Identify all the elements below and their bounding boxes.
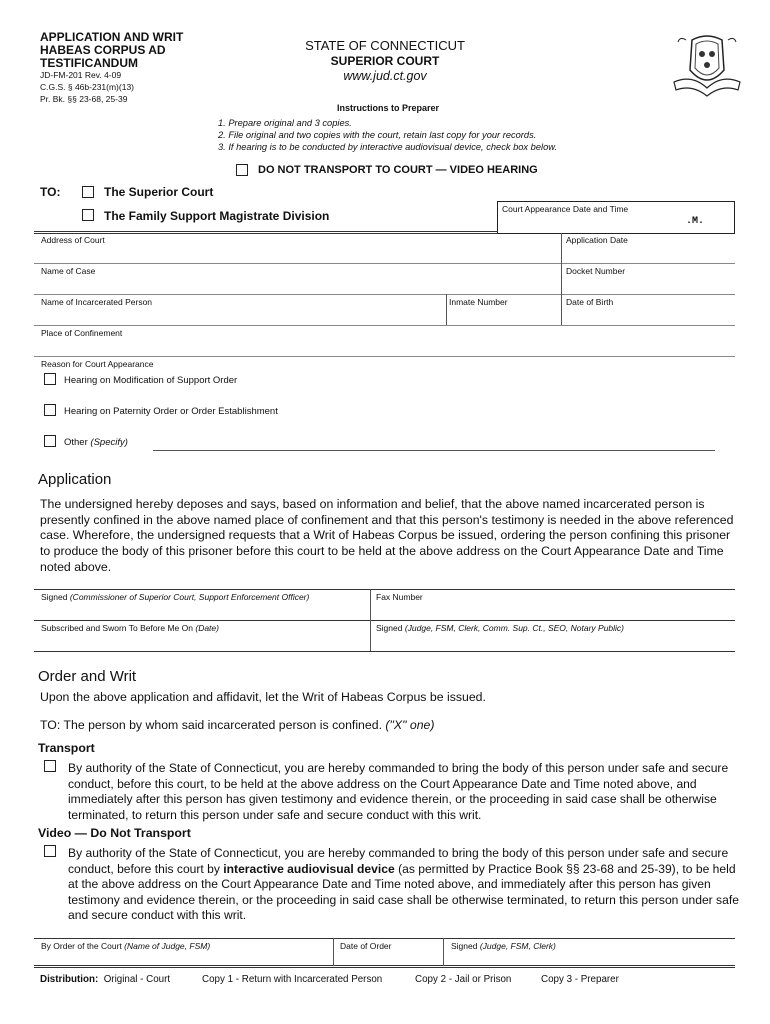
reason-label: Reason for Court Appearance bbox=[41, 359, 154, 369]
to-label: TO: bbox=[40, 185, 61, 199]
docket-number-field[interactable]: Docket Number bbox=[566, 266, 626, 276]
transport-heading: Transport bbox=[38, 741, 95, 755]
order-to-line: TO: The person by whom said incarcerated person is confined. ("X" one) bbox=[40, 718, 435, 732]
video-hearing-checkbox[interactable] bbox=[236, 164, 248, 176]
name-of-case-field[interactable]: Name of Case bbox=[41, 266, 96, 276]
inmate-number-field[interactable]: Inmate Number bbox=[449, 297, 508, 307]
application-heading: Application bbox=[38, 471, 112, 488]
court-appearance-field[interactable]: Court Appearance Date and Time .M. bbox=[497, 201, 735, 234]
video-heading: Video — Do Not Transport bbox=[38, 826, 191, 840]
address-of-court-field[interactable]: Address of Court bbox=[41, 235, 105, 245]
superior-court-label: The Superior Court bbox=[104, 185, 214, 199]
transport-text: By authority of the State of Connecticut, you are hereby commanded to bring the body of this person under safe and secure conduct, before this court, to be held at the above address on the Court Appearance Date and Time noted above, and immediately after this person has given testimony and evidence therein, or the proceeding in said case shall be otherwise terminated, to return this person under safe and secure conduct with this writ. bbox=[68, 761, 729, 822]
order-line: Upon the above application and affidavit, let the Writ of Habeas Corpus be issued. bbox=[40, 690, 486, 704]
family-support-label: The Family Support Magistrate Division bbox=[104, 209, 330, 223]
reason-paternity-label: Hearing on Paternity Order or Order Establishment bbox=[64, 406, 278, 417]
distribution: Distribution: Original - Court bbox=[40, 974, 171, 985]
form-number: JD-FM-201 Rev. 4-09 C.G.S. § 46b-231(m)(13) Pr. Bk. §§ 23-68, 25-39 bbox=[40, 70, 135, 104]
distribution-copy-2: Copy 2 - Jail or Prison bbox=[415, 974, 512, 985]
place-of-confinement-field[interactable]: Place of Confinement bbox=[41, 328, 123, 338]
family-support-checkbox[interactable] bbox=[82, 209, 94, 221]
state-seal-icon bbox=[672, 32, 742, 102]
superior-court-checkbox[interactable] bbox=[82, 186, 94, 198]
video-hearing-label: DO NOT TRANSPORT TO COURT — VIDEO HEARING bbox=[258, 164, 538, 176]
distribution-copy-3: Copy 3 - Preparer bbox=[541, 974, 619, 985]
sworn-date-field[interactable]: Subscribed and Sworn To Before Me On (Date) bbox=[41, 623, 219, 633]
reason-modification-checkbox[interactable] bbox=[44, 373, 56, 385]
instructions-list: 1. Prepare original and 3 copies. 2. File original and two copies with the court, retain last copy for your records. 3. If hearing is to be conducted by interactive audiovisual device, check box below. bbox=[218, 118, 558, 152]
applicant-signature-field[interactable]: Signed (Commissioner of Superior Court, Support Enforcement Officer) bbox=[41, 592, 310, 602]
notary-signature-field[interactable]: Signed (Judge, FSM, Clerk, Comm. Sup. Ct., SEO, Notary Public) bbox=[376, 623, 625, 633]
reason-other-input[interactable] bbox=[153, 450, 715, 451]
court-header: STATE OF CONNECTICUT SUPERIOR COURT www.jud.ct.gov bbox=[305, 38, 465, 83]
video-text: By authority of the State of Connecticut, you are hereby commanded to bring the body of this person under safe and secure conduct, before this court by interactive audiovisual device (as permitted by Practice Book §§ 23-68 and 25-39), to be held at the above address on the Court Appearance Date and Time noted above, and immediately after this person has given testimony and evidence therein, or the proceeding in said case shall be otherwise terminated, to return this person under safe and secure conduct with this writ. bbox=[68, 846, 739, 922]
video-checkbox[interactable] bbox=[44, 845, 56, 857]
judge-signature-field[interactable]: Signed (Judge, FSM, Clerk) bbox=[451, 941, 556, 951]
incarcerated-person-field[interactable]: Name of Incarcerated Person bbox=[41, 297, 153, 307]
application-date-field[interactable]: Application Date bbox=[566, 235, 628, 245]
reason-modification-label: Hearing on Modification of Support Order bbox=[64, 375, 238, 386]
reason-other-checkbox[interactable] bbox=[44, 435, 56, 447]
reason-other-label: Other (Specify) bbox=[64, 437, 128, 448]
fax-number-field[interactable]: Fax Number bbox=[376, 592, 423, 602]
application-text: The undersigned hereby deposes and says, based on information and belief, that the above named incarcerated person is presently confined in the above named place of confinement and that this person's testimony is needed in the above referenced case. Wherefore, the undersigned requests that a Writ of Habeas Corpus be issued, ordering the person confining this prisoner to produce the body of this prisoner before this court to be held at the above address on the Court Appearance Date and Time noted above. bbox=[40, 497, 734, 574]
reason-paternity-checkbox[interactable] bbox=[44, 404, 56, 416]
instructions-title: Instructions to Preparer bbox=[336, 103, 440, 113]
date-of-birth-field[interactable]: Date of Birth bbox=[566, 297, 614, 307]
order-heading: Order and Writ bbox=[38, 668, 137, 685]
date-of-order-field[interactable]: Date of Order bbox=[340, 941, 392, 951]
form-title: APPLICATION AND WRIT HABEAS CORPUS AD TESTIFICANDUM bbox=[40, 30, 184, 70]
transport-checkbox[interactable] bbox=[44, 760, 56, 772]
distribution-copy-1: Copy 1 - Return with Incarcerated Person bbox=[202, 974, 383, 985]
judge-name-field[interactable]: By Order of the Court (Name of Judge, FSM) bbox=[41, 941, 211, 951]
